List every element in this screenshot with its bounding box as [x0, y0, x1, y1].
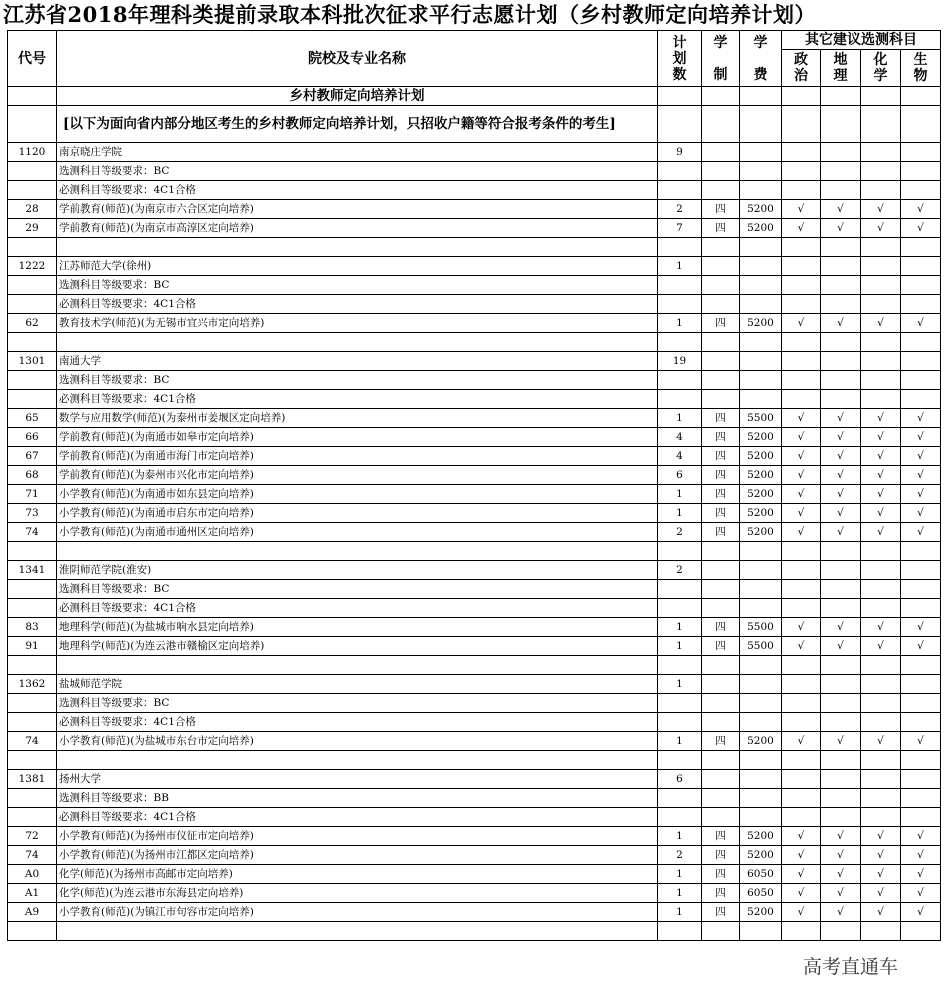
major-code: A1 [8, 884, 57, 903]
header-subject-geography-text: 地 理 [833, 52, 848, 84]
header-years [702, 31, 740, 87]
check-mark: √ [901, 637, 941, 656]
section-note: [以下为面向省内部分地区考生的乡村教师定向培养计划，只招收户籍等符合报考条件的考生] [57, 106, 658, 143]
check-mark: √ [901, 219, 941, 238]
major-code: 28 [8, 200, 57, 219]
major-fee: 5200 [740, 485, 782, 504]
major-name: 小学教育(师范)(为镇江市句容市定向培养) [57, 903, 658, 922]
major-name: 学前教育(师范)(为南通市如皋市定向培养) [57, 428, 658, 447]
major-plan: 1 [658, 884, 702, 903]
major-years: 四 [702, 504, 740, 523]
major-name: 小学教育(师范)(为扬州市江都区定向培养) [57, 846, 658, 865]
check-mark: √ [861, 846, 901, 865]
requirement-row [8, 713, 941, 732]
major-fee: 6050 [740, 884, 782, 903]
requirement-text: 选测科目等级要求：BB [57, 789, 658, 808]
school-name: 江苏师范大学(徐州) [57, 257, 658, 276]
major-row [8, 485, 941, 504]
major-plan: 2 [658, 523, 702, 542]
school-name: 淮阴师范学院(淮安) [57, 561, 658, 580]
check-mark: √ [901, 865, 941, 884]
major-row [8, 637, 941, 656]
check-mark: √ [821, 827, 861, 846]
major-years: 四 [702, 200, 740, 219]
major-row [8, 846, 941, 865]
page-title: 江苏省2018年理科类提前录取本科批次征求平行志愿计划（乡村教师定向培养计划） [3, 2, 816, 27]
major-row [8, 409, 941, 428]
check-mark: √ [782, 618, 821, 637]
check-mark: √ [821, 637, 861, 656]
requirement-text: 必测科目等级要求：4C1合格 [57, 390, 658, 409]
major-code: 74 [8, 732, 57, 751]
check-mark: √ [821, 504, 861, 523]
check-mark: √ [782, 523, 821, 542]
school-plan: 1 [658, 675, 702, 694]
major-years: 四 [702, 428, 740, 447]
major-fee: 5200 [740, 903, 782, 922]
check-mark: √ [861, 428, 901, 447]
school-row [8, 143, 941, 162]
check-mark: √ [861, 637, 901, 656]
major-years: 四 [702, 466, 740, 485]
major-fee: 5500 [740, 618, 782, 637]
major-row [8, 865, 941, 884]
school-plan: 6 [658, 770, 702, 789]
major-fee: 5500 [740, 409, 782, 428]
requirement-text: 必测科目等级要求：4C1合格 [57, 181, 658, 200]
check-mark: √ [861, 485, 901, 504]
major-fee: 5200 [740, 504, 782, 523]
major-fee: 5200 [740, 523, 782, 542]
check-mark: √ [901, 314, 941, 333]
major-row [8, 447, 941, 466]
check-mark: √ [782, 637, 821, 656]
requirement-text: 必测科目等级要求：4C1合格 [57, 713, 658, 732]
school-row [8, 561, 941, 580]
major-row [8, 504, 941, 523]
check-mark: √ [861, 618, 901, 637]
school-code: 1222 [8, 257, 57, 276]
check-mark: √ [901, 618, 941, 637]
requirement-text: 必测科目等级要求：4C1合格 [57, 808, 658, 827]
table-body [8, 31, 941, 941]
check-mark: √ [861, 732, 901, 751]
major-name: 学前教育(师范)(为南京市高淳区定向培养) [57, 219, 658, 238]
major-row [8, 200, 941, 219]
check-mark: √ [901, 447, 941, 466]
school-row [8, 352, 941, 371]
major-plan: 1 [658, 827, 702, 846]
header-subject-biology-text: 生 物 [913, 52, 928, 84]
school-row [8, 770, 941, 789]
header-years-text: 学 制 [713, 34, 728, 83]
major-code: 91 [8, 637, 57, 656]
check-mark: √ [782, 865, 821, 884]
check-mark: √ [782, 219, 821, 238]
spacer-row [8, 333, 941, 352]
check-mark: √ [821, 219, 861, 238]
requirement-row [8, 694, 941, 713]
check-mark: √ [901, 884, 941, 903]
check-mark: √ [861, 884, 901, 903]
major-code: 74 [8, 846, 57, 865]
watermark-text: 高考直通车 [803, 956, 899, 978]
school-code: 1381 [8, 770, 57, 789]
major-name: 数学与应用数学(师范)(为泰州市姜堰区定向培养) [57, 409, 658, 428]
major-code: 67 [8, 447, 57, 466]
major-fee: 5200 [740, 732, 782, 751]
major-code: 65 [8, 409, 57, 428]
requirement-text: 必测科目等级要求：4C1合格 [57, 295, 658, 314]
check-mark: √ [901, 827, 941, 846]
major-code: 66 [8, 428, 57, 447]
check-mark: √ [821, 846, 861, 865]
check-mark: √ [861, 865, 901, 884]
major-fee: 5200 [740, 447, 782, 466]
school-plan: 1 [658, 257, 702, 276]
major-name: 地理科学(师范)(为盐城市响水县定向培养) [57, 618, 658, 637]
requirement-text: 选测科目等级要求：BC [57, 162, 658, 181]
header-plan [658, 31, 702, 87]
spacer-row [8, 542, 941, 561]
major-years: 四 [702, 884, 740, 903]
check-mark: √ [821, 409, 861, 428]
major-fee: 6050 [740, 865, 782, 884]
header-fee [740, 31, 782, 87]
requirement-row [8, 808, 941, 827]
section-title: 乡村教师定向培养计划 [57, 87, 658, 106]
check-mark: √ [821, 314, 861, 333]
header-subject-politics-text: 政 治 [794, 52, 808, 84]
school-plan: 2 [658, 561, 702, 580]
check-mark: √ [861, 903, 901, 922]
major-row [8, 618, 941, 637]
requirement-text: 选测科目等级要求：BC [57, 371, 658, 390]
major-row [8, 903, 941, 922]
school-name: 盐城师范学院 [57, 675, 658, 694]
spacer-row [8, 238, 941, 257]
major-plan: 6 [658, 466, 702, 485]
check-mark: √ [782, 504, 821, 523]
check-mark: √ [901, 504, 941, 523]
check-mark: √ [901, 428, 941, 447]
major-name: 小学教育(师范)(为南通市如东县定向培养) [57, 485, 658, 504]
major-fee: 5200 [740, 314, 782, 333]
school-plan: 9 [658, 143, 702, 162]
major-years: 四 [702, 865, 740, 884]
major-years: 四 [702, 732, 740, 751]
major-name: 学前教育(师范)(为南通市海门市定向培养) [57, 447, 658, 466]
header-plan-text: 计 划 数 [672, 34, 687, 83]
school-row [8, 675, 941, 694]
check-mark: √ [861, 219, 901, 238]
header-name: 院校及专业名称 [57, 31, 658, 87]
check-mark: √ [821, 732, 861, 751]
header-row [8, 31, 941, 50]
major-years: 四 [702, 903, 740, 922]
requirement-row [8, 580, 941, 599]
major-row [8, 428, 941, 447]
major-fee: 5200 [740, 200, 782, 219]
major-years: 四 [702, 314, 740, 333]
check-mark: √ [821, 903, 861, 922]
major-name: 化学(师范)(为连云港市东海县定向培养) [57, 884, 658, 903]
major-code: 62 [8, 314, 57, 333]
requirement-row [8, 390, 941, 409]
school-row [8, 257, 941, 276]
major-name: 小学教育(师范)(为盐城市东台市定向培养) [57, 732, 658, 751]
header-subjects-group: 其它建议选测科目 [782, 31, 941, 50]
major-plan: 1 [658, 485, 702, 504]
major-code: 74 [8, 523, 57, 542]
major-row [8, 219, 941, 238]
check-mark: √ [861, 314, 901, 333]
major-row [8, 466, 941, 485]
major-plan: 4 [658, 428, 702, 447]
check-mark: √ [901, 466, 941, 485]
major-row [8, 523, 941, 542]
check-mark: √ [782, 200, 821, 219]
header-fee-text: 学 费 [753, 34, 768, 83]
major-years: 四 [702, 637, 740, 656]
major-plan: 2 [658, 846, 702, 865]
major-fee: 5200 [740, 466, 782, 485]
check-mark: √ [901, 903, 941, 922]
major-code: 68 [8, 466, 57, 485]
major-plan: 1 [658, 732, 702, 751]
check-mark: √ [782, 485, 821, 504]
major-code: 73 [8, 504, 57, 523]
major-plan: 7 [658, 219, 702, 238]
check-mark: √ [861, 409, 901, 428]
major-name: 教育技术学(师范)(为无锡市宜兴市定向培养) [57, 314, 658, 333]
check-mark: √ [782, 827, 821, 846]
major-fee: 5200 [740, 827, 782, 846]
major-years: 四 [702, 485, 740, 504]
major-code: 83 [8, 618, 57, 637]
check-mark: √ [782, 447, 821, 466]
spacer-row [8, 656, 941, 675]
check-mark: √ [861, 504, 901, 523]
major-years: 四 [702, 523, 740, 542]
check-mark: √ [861, 200, 901, 219]
major-years: 四 [702, 447, 740, 466]
check-mark: √ [782, 846, 821, 865]
check-mark: √ [901, 409, 941, 428]
check-mark: √ [821, 618, 861, 637]
header-subject-chemistry [861, 50, 901, 87]
major-row [8, 314, 941, 333]
major-row [8, 884, 941, 903]
school-code: 1301 [8, 352, 57, 371]
header-subject-politics [782, 50, 821, 87]
check-mark: √ [821, 466, 861, 485]
requirement-row [8, 371, 941, 390]
check-mark: √ [901, 732, 941, 751]
check-mark: √ [821, 447, 861, 466]
check-mark: √ [901, 200, 941, 219]
requirement-row [8, 789, 941, 808]
major-plan: 1 [658, 865, 702, 884]
major-name: 小学教育(师范)(为扬州市仪征市定向培养) [57, 827, 658, 846]
major-plan: 1 [658, 314, 702, 333]
major-years: 四 [702, 827, 740, 846]
major-name: 学前教育(师范)(为泰州市兴化市定向培养) [57, 466, 658, 485]
school-name: 南通大学 [57, 352, 658, 371]
major-plan: 4 [658, 447, 702, 466]
major-fee: 5200 [740, 846, 782, 865]
spacer-row [8, 751, 941, 770]
check-mark: √ [821, 865, 861, 884]
major-code: 29 [8, 219, 57, 238]
school-name: 南京晓庄学院 [57, 143, 658, 162]
major-code: 71 [8, 485, 57, 504]
major-name: 学前教育(师范)(为南京市六合区定向培养) [57, 200, 658, 219]
header-subject-biology [901, 50, 941, 87]
requirement-row [8, 276, 941, 295]
requirement-text: 必测科目等级要求：4C1合格 [57, 599, 658, 618]
major-years: 四 [702, 846, 740, 865]
check-mark: √ [782, 314, 821, 333]
school-code: 1362 [8, 675, 57, 694]
school-plan: 19 [658, 352, 702, 371]
check-mark: √ [782, 732, 821, 751]
major-name: 小学教育(师范)(为南通市通州区定向培养) [57, 523, 658, 542]
header-subject-geography [821, 50, 861, 87]
major-fee: 5200 [740, 428, 782, 447]
header-code: 代号 [8, 31, 57, 87]
major-years: 四 [702, 618, 740, 637]
school-code: 1341 [8, 561, 57, 580]
major-code: A9 [8, 903, 57, 922]
major-name: 化学(师范)(为扬州市高邮市定向培养) [57, 865, 658, 884]
major-plan: 1 [658, 504, 702, 523]
school-code: 1120 [8, 143, 57, 162]
section-title-row [8, 87, 941, 106]
major-plan: 1 [658, 903, 702, 922]
check-mark: √ [782, 409, 821, 428]
requirement-text: 选测科目等级要求：BC [57, 580, 658, 599]
check-mark: √ [782, 466, 821, 485]
check-mark: √ [782, 903, 821, 922]
requirement-row [8, 162, 941, 181]
major-years: 四 [702, 219, 740, 238]
check-mark: √ [861, 827, 901, 846]
major-name: 小学教育(师范)(为南通市启东市定向培养) [57, 504, 658, 523]
major-name: 地理科学(师范)(为连云港市赣榆区定向培养) [57, 637, 658, 656]
requirement-row [8, 599, 941, 618]
major-plan: 1 [658, 409, 702, 428]
requirement-text: 选测科目等级要求：BC [57, 276, 658, 295]
check-mark: √ [821, 200, 861, 219]
requirement-row [8, 295, 941, 314]
check-mark: √ [821, 884, 861, 903]
check-mark: √ [821, 485, 861, 504]
section-note-row [8, 106, 941, 143]
school-name: 扬州大学 [57, 770, 658, 789]
check-mark: √ [782, 428, 821, 447]
admission-plan-table [7, 30, 941, 941]
major-row [8, 827, 941, 846]
major-row [8, 732, 941, 751]
requirement-text: 选测科目等级要求：BC [57, 694, 658, 713]
major-plan: 2 [658, 200, 702, 219]
major-code: A0 [8, 865, 57, 884]
check-mark: √ [861, 466, 901, 485]
check-mark: √ [821, 428, 861, 447]
major-plan: 1 [658, 637, 702, 656]
check-mark: √ [901, 523, 941, 542]
major-fee: 5500 [740, 637, 782, 656]
header-subject-chemistry-text: 化 学 [873, 52, 888, 84]
check-mark: √ [901, 485, 941, 504]
major-code: 72 [8, 827, 57, 846]
check-mark: √ [901, 846, 941, 865]
check-mark: √ [821, 523, 861, 542]
major-plan: 1 [658, 618, 702, 637]
major-fee: 5200 [740, 219, 782, 238]
requirement-row [8, 181, 941, 200]
check-mark: √ [861, 447, 901, 466]
major-years: 四 [702, 409, 740, 428]
check-mark: √ [782, 884, 821, 903]
spacer-row [8, 922, 941, 941]
check-mark: √ [861, 523, 901, 542]
